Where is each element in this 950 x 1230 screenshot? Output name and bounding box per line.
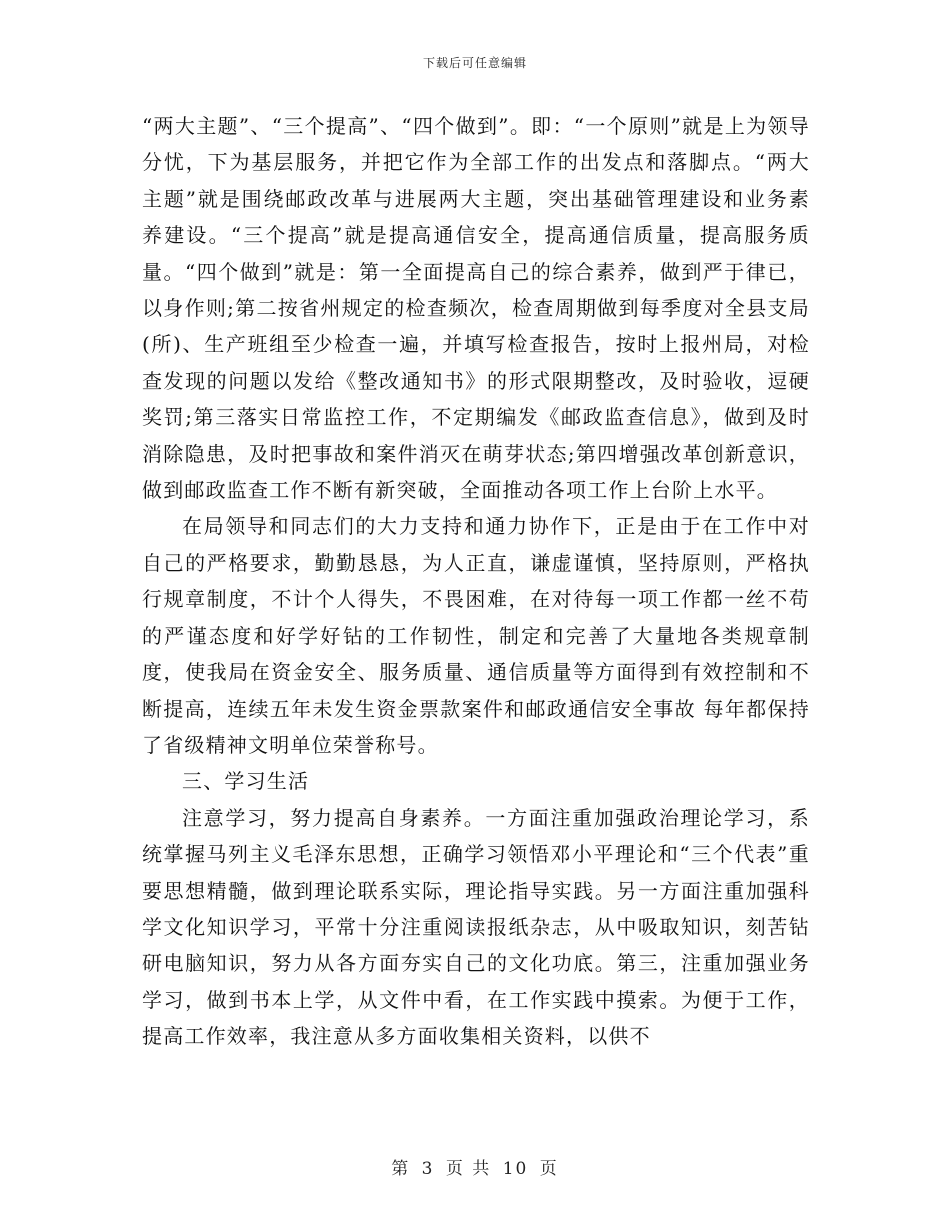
- paragraph-achievements: 在局领导和同志们的大力支持和通力协作下，正是由于在工作中对自己的严格要求，勤勤恳恳，为人正直，谦虚谨慎，坚持原则，严格执行规章制度，不计个人得失，不畏困难，在对待每一项工作都一丝不苟的严谨态度和好学好钻的工作韧性，制定和完善了大量地各类规章制度，使我局在资金安全、服务质量、通信质量等方面得到有效控制和不断提高，连续五年未发生资金票款案件和邮政通信安全事故 每年都保持了省级精神文明单位荣誉称号。: [142, 514, 810, 757]
- footer-middle: 页 共: [445, 1159, 492, 1179]
- current-page-number: 3: [421, 1159, 435, 1179]
- footer-prefix: 第: [391, 1159, 411, 1179]
- section-heading-study-life: 三、学习生活: [182, 769, 310, 794]
- paragraph-principles: “两大主题”、“三个提高”、“四个做到”。即：“一个原则”就是上为领导分忧，下为基层服务，并把它作为全部工作的出发点和落脚点。“两大主题”就是围绕邮政改革与进展两大主题，突出基础管理建设和业务素养建设。“三个提高”就是提高通信安全，提高通信质量，提高服务质量。“四个做到”就是：第一全面提高自己的综合素养，做到严于律已，以身作则;第二按省州规定的检查频次，检查周期做到每季度对全县支局(所)、生产班组至少检查一遍，并填写检查报告，按时上报州局，对检查发现的问题以发给《整改通知书》的形式限期整改，及时验收，逗硬奖罚;第三落实日常监控工作，不定期编发《邮政监查信息》，做到及时消除隐患，及时把事故和案件消灭在萌芽状态;第四增强改革创新意识，做到邮政监查工作不断有新突破，全面推动各项工作上台阶上水平。: [142, 114, 810, 503]
- total-page-count: 10: [502, 1159, 529, 1179]
- page-header: 下载后可任意编辑: [422, 56, 527, 70]
- paragraph-study: 注意学习，努力提高自身素养。一方面注重加强政治理论学习，系统掌握马列主义毛泽东思想，正确学习领悟邓小平理论和“三个代表”重要思想精髓，做到理论联系实际，理论指导实践。另一方面注重加强科学文化知识学习，平常十分注重阅读报纸杂志，从中吸取知识，刻苦钻研电脑知识，努力从各方面夯实自己的文化功底。第三，注重加强业务学习，做到书本上学，从文件中看，在工作实践中摸索。为便于工作，提高工作效率，我注意从多方面收集相关资料，以供不: [142, 805, 810, 1049]
- page-footer: [0, 1154, 950, 1179]
- footer-suffix: 页: [539, 1159, 559, 1179]
- document-body: [142, 108, 810, 1055]
